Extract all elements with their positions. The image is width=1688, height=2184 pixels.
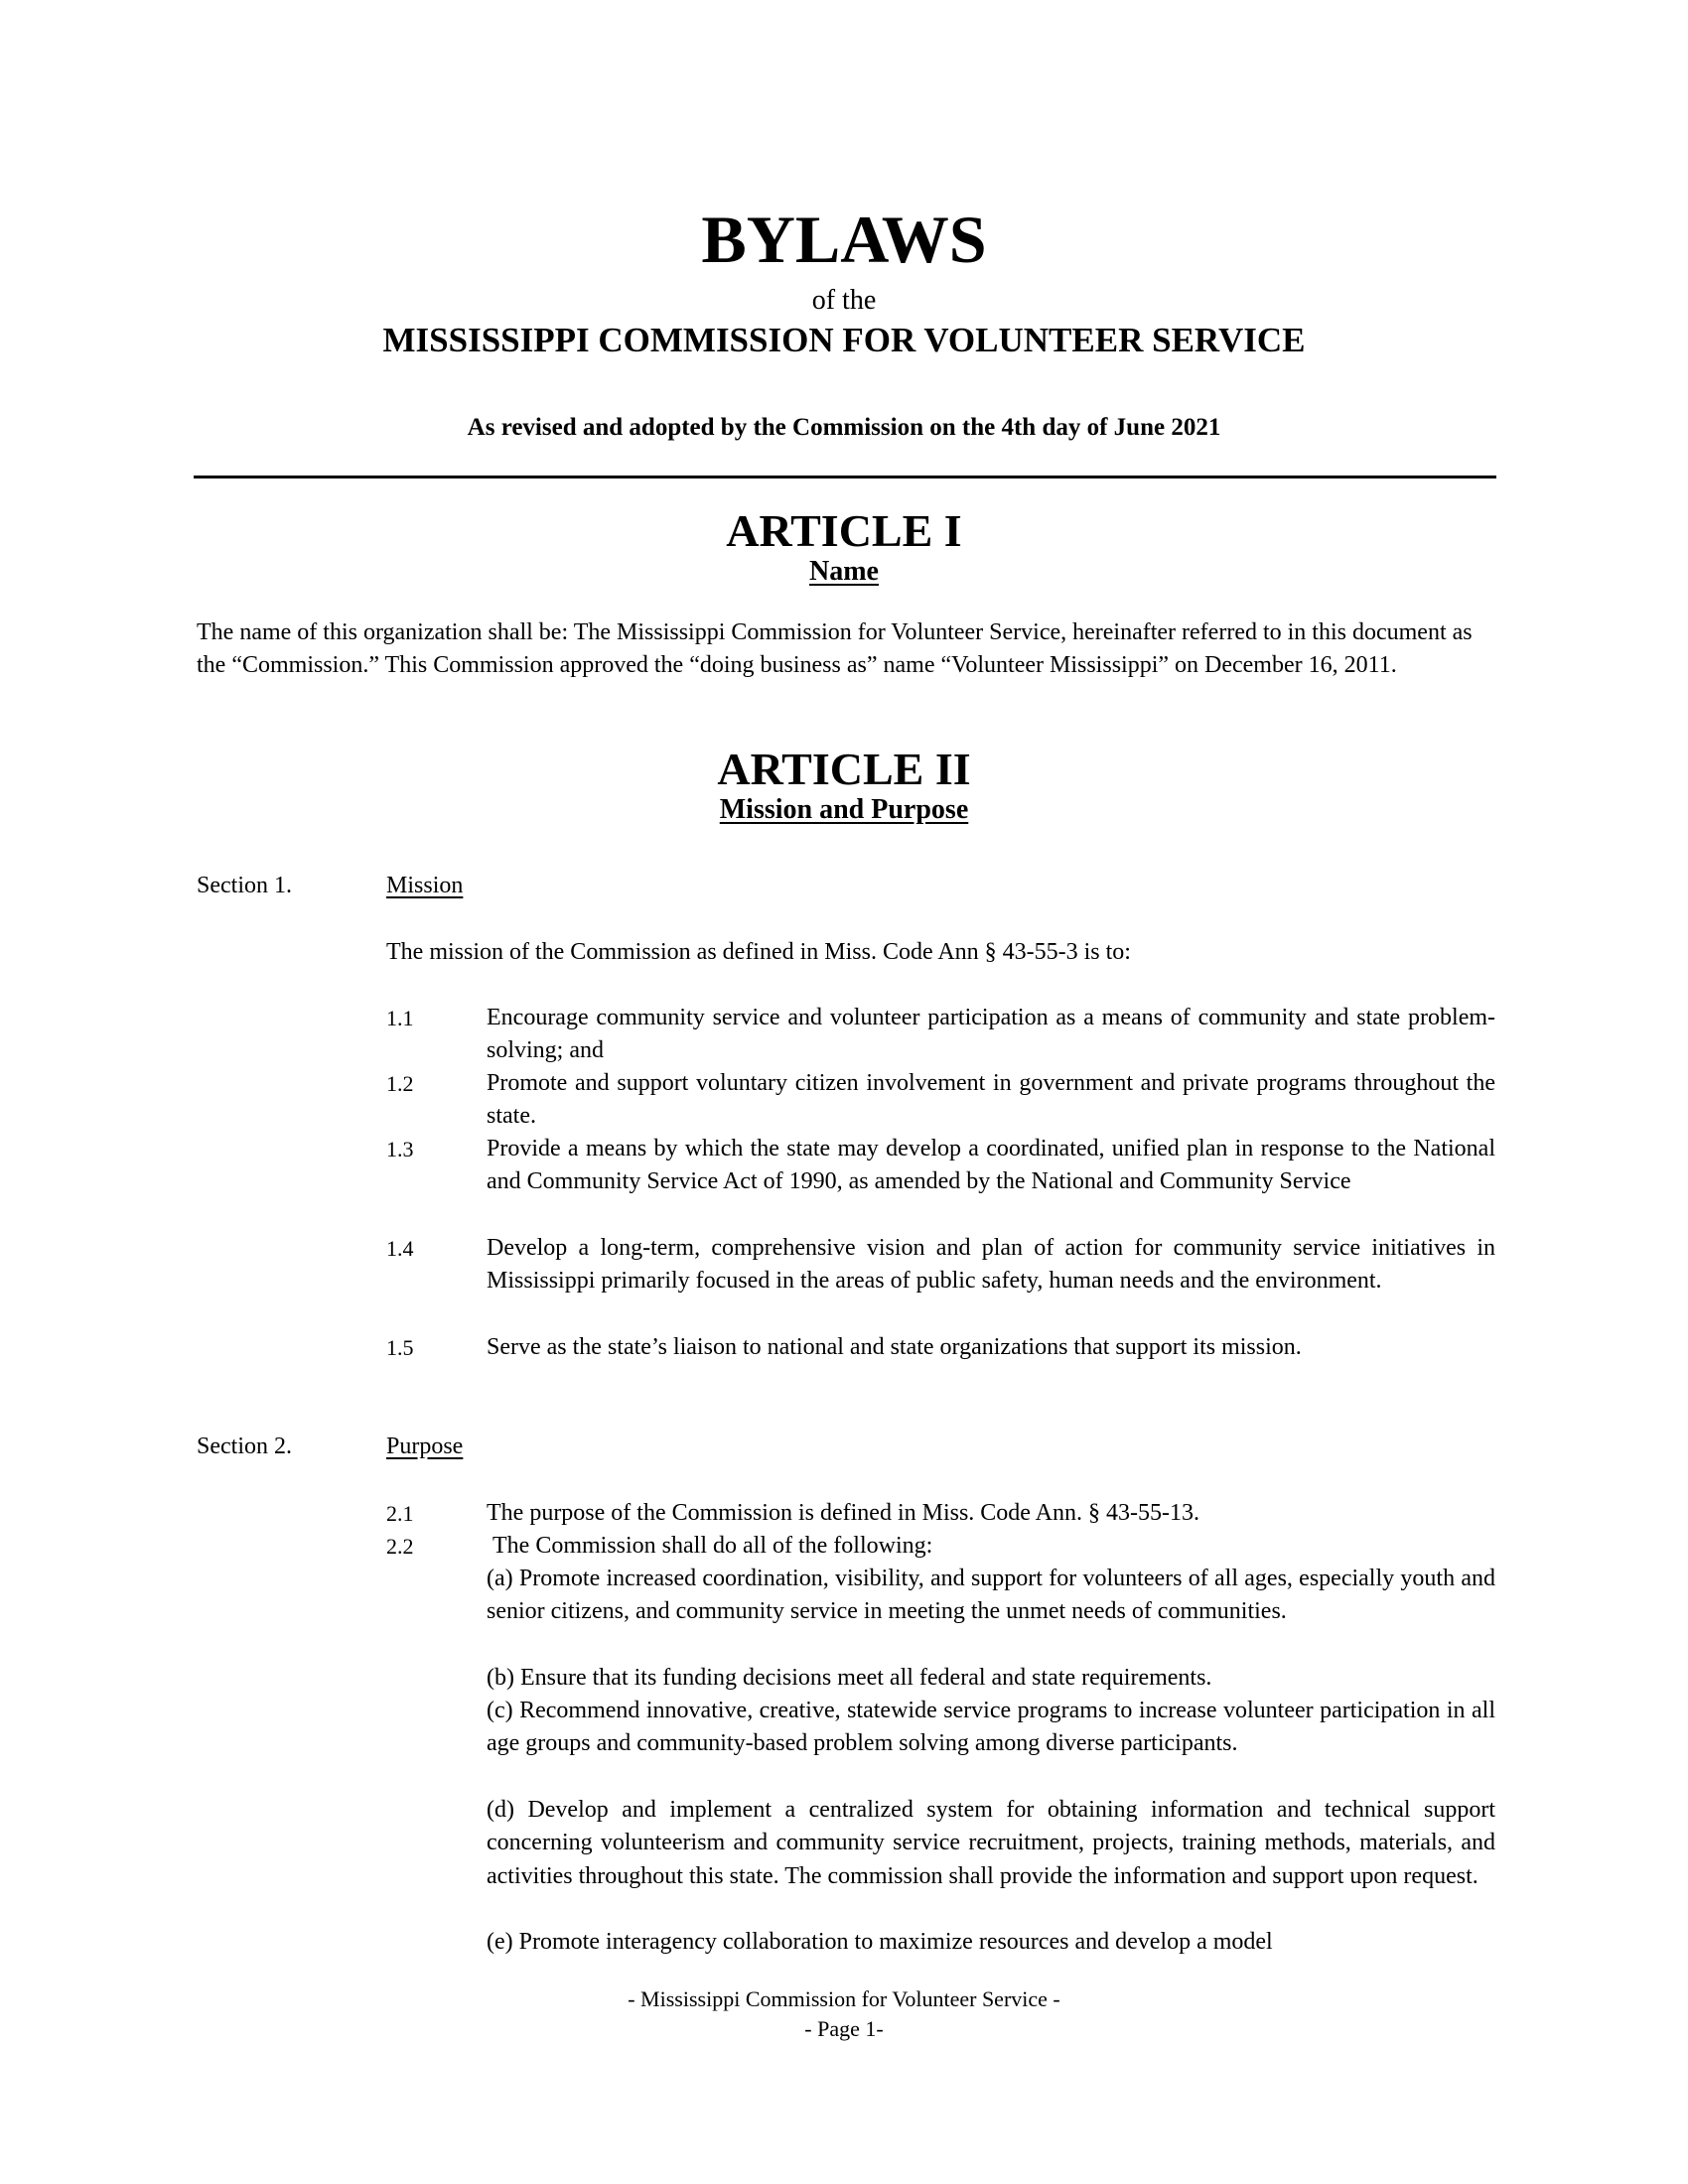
list-item	[386, 1133, 1495, 1199]
section-1-title: Mission	[386, 873, 464, 898]
item-number: 2.1	[386, 1501, 414, 1526]
list-item	[386, 1497, 1495, 1530]
footer-page-number: - Page 1-	[804, 2016, 884, 2041]
section-2-title: Purpose	[386, 1433, 464, 1459]
item-number: 1.2	[386, 1071, 414, 1096]
item-text: Promote and support voluntary citizen involvement in government and private programs throughout the state.	[487, 1070, 1495, 1130]
organization-name: MISSISSIPPI COMMISSION FOR VOLUNTEER SERVICE	[382, 321, 1306, 359]
item-number: 1.5	[386, 1335, 414, 1360]
item-number: 2.2	[386, 1534, 414, 1559]
item-number: 1.3	[386, 1137, 414, 1161]
adoption-statement: As revised and adopted by the Commission on the 4th day of June 2021	[467, 414, 1221, 441]
item-text: Serve as the state’s liaison to national and state organizations that support its mission.	[487, 1334, 1302, 1360]
item-text: The purpose of the Commission is defined in Miss. Code Ann. § 43-55-13.	[487, 1500, 1199, 1526]
title-connector: of the	[811, 285, 877, 316]
sub-item-e: (e) Promote interagency collaboration to maximize resources and develop a model	[487, 1929, 1273, 1955]
sub-item-d: (d) Develop and implement a centralized system for obtaining information and technical support concerning volunteerism and community service recruitment, projects, training methods, materials, and activities throughout this state. The commission shall provide the information and support upon request.	[487, 1797, 1495, 1889]
list-item	[386, 1331, 1495, 1364]
article-2-heading: ARTICLE II	[717, 744, 971, 794]
item-text: Develop a long-term, comprehensive vision and plan of action for community service initiatives in Mississippi primarily focused in the areas of public safety, human needs and the environment.	[487, 1235, 1495, 1295]
article-1-subheading: Name	[809, 556, 879, 587]
article-1-heading: ARTICLE I	[726, 505, 962, 556]
section-1-intro: The mission of the Commission as defined in Miss. Code Ann § 43-55-3 is to:	[386, 939, 1131, 965]
horizontal-divider	[194, 476, 1496, 478]
document-title: BYLAWS	[701, 202, 987, 277]
article-2-subheading: Mission and Purpose	[719, 794, 969, 825]
item-number: 1.4	[386, 1236, 414, 1261]
item-text: Provide a means by which the state may develop a coordinated, unified plan in response to the National and Community Service Act of 1990, as amended by the National and Community Service	[487, 1136, 1495, 1195]
list-item	[386, 1232, 1495, 1298]
sub-item-a: (a) Promote increased coordination, visibility, and support for volunteers of all ages, especially youth and senior citizens, and community service in meeting the unmet needs of communities.	[487, 1566, 1495, 1625]
list-item	[386, 1002, 1495, 1068]
item-text: The Commission shall do all of the following:	[487, 1533, 933, 1559]
list-item	[386, 1530, 1495, 1563]
item-number: 1.1	[386, 1006, 414, 1030]
sub-item-b: (b) Ensure that its funding decisions meet all federal and state requirements.	[487, 1665, 1212, 1691]
article-1-paragraph: The name of this organization shall be: The Mississippi Commission for Volunteer Service, hereinafter referred to in this document as the “Commission.” This Commission approved the “doing business as” name “Volunteer Mississippi” on December 16, 2011.	[197, 619, 1473, 679]
sub-item-c: (c) Recommend innovative, creative, statewide service programs to increase volunteer participation in all age groups and community-based problem solving among diverse participants.	[487, 1698, 1495, 1757]
footer-organization: - Mississippi Commission for Volunteer Service -	[628, 1986, 1060, 2011]
section-2-label: Section 2.	[197, 1433, 292, 1459]
list-item	[386, 1067, 1495, 1134]
item-text: Encourage community service and volunteer participation as a means of community and state problem-solving; and	[487, 1005, 1495, 1064]
section-1-label: Section 1.	[197, 873, 292, 898]
